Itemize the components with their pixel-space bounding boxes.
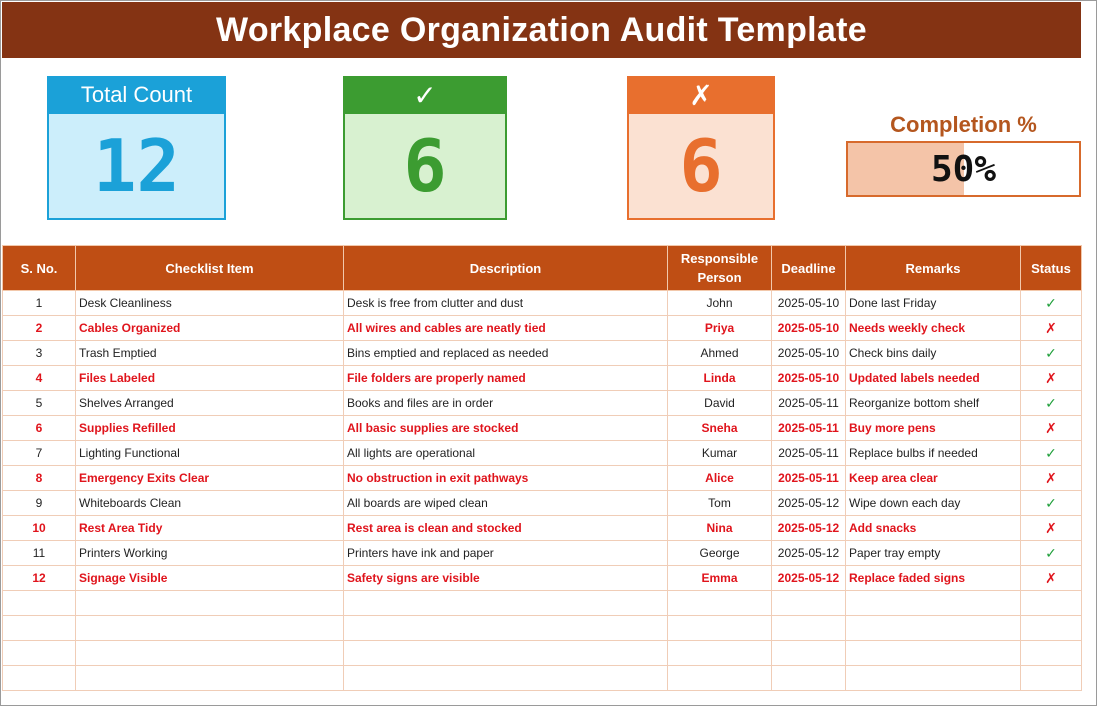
empty-cell[interactable]: [668, 666, 772, 691]
responsible-person-cell[interactable]: John: [668, 291, 772, 316]
deadline-cell[interactable]: 2025-05-10: [772, 366, 846, 391]
pending-count-value: 6: [627, 114, 775, 220]
empty-cell[interactable]: [772, 616, 846, 641]
responsible-person-cell[interactable]: Tom: [668, 491, 772, 516]
responsible-person-cell[interactable]: Sneha: [668, 416, 772, 441]
status-cell[interactable]: [1021, 316, 1082, 341]
description-cell[interactable]: Books and files are in order: [344, 391, 668, 416]
status-cell[interactable]: [1021, 491, 1082, 516]
empty-cell[interactable]: [3, 666, 76, 691]
empty-cell[interactable]: [344, 641, 668, 666]
status-cell[interactable]: [1021, 541, 1082, 566]
column-header[interactable]: Status: [1021, 246, 1082, 291]
empty-cell[interactable]: [344, 616, 668, 641]
empty-cell[interactable]: [344, 591, 668, 616]
table-row: [3, 291, 1082, 316]
status-cell[interactable]: [1021, 391, 1082, 416]
status-cell[interactable]: [1021, 466, 1082, 491]
serial-number-cell[interactable]: 2: [3, 316, 76, 341]
remarks-cell[interactable]: Check bins daily: [846, 341, 1021, 366]
responsible-person-cell[interactable]: Kumar: [668, 441, 772, 466]
responsible-person-cell[interactable]: David: [668, 391, 772, 416]
description-cell[interactable]: No obstruction in exit pathways: [344, 466, 668, 491]
remarks-cell[interactable]: Replace bulbs if needed: [846, 441, 1021, 466]
description-cell[interactable]: File folders are properly named: [344, 366, 668, 391]
deadline-cell[interactable]: 2025-05-11: [772, 466, 846, 491]
table-row: [3, 466, 1082, 491]
remarks-cell[interactable]: Done last Friday: [846, 291, 1021, 316]
checklist-item-cell[interactable]: Trash Emptied: [76, 341, 344, 366]
empty-table-row: [3, 641, 1082, 666]
column-header[interactable]: Checklist Item: [76, 246, 344, 291]
completed-count-card: [343, 76, 507, 220]
serial-number-cell[interactable]: 6: [3, 416, 76, 441]
status-cell[interactable]: [1021, 441, 1082, 466]
deadline-cell[interactable]: 2025-05-12: [772, 516, 846, 541]
status-cell[interactable]: [1021, 291, 1082, 316]
table-body: [3, 291, 1082, 691]
cross-icon: ✗: [1045, 519, 1057, 536]
remarks-cell[interactable]: Updated labels needed: [846, 366, 1021, 391]
check-icon: ✓: [1045, 444, 1057, 461]
table-row: [3, 391, 1082, 416]
checklist-item-cell[interactable]: Signage Visible: [76, 566, 344, 591]
description-cell[interactable]: All basic supplies are stocked: [344, 416, 668, 441]
serial-number-cell[interactable]: 3: [3, 341, 76, 366]
description-cell[interactable]: Safety signs are visible: [344, 566, 668, 591]
responsible-person-cell[interactable]: George: [668, 541, 772, 566]
table-row: [3, 566, 1082, 591]
checklist-item-cell[interactable]: Printers Working: [76, 541, 344, 566]
empty-cell[interactable]: [76, 591, 344, 616]
empty-cell[interactable]: [772, 641, 846, 666]
column-header[interactable]: Description: [344, 246, 668, 291]
remarks-cell[interactable]: Paper tray empty: [846, 541, 1021, 566]
status-cell[interactable]: [1021, 366, 1082, 391]
total-count-label: Total Count: [47, 76, 226, 114]
table-header-row: [3, 246, 1082, 291]
responsible-person-cell[interactable]: Priya: [668, 316, 772, 341]
check-icon: ✓: [1045, 494, 1057, 511]
checklist-item-cell[interactable]: Supplies Refilled: [76, 416, 344, 441]
empty-cell[interactable]: [772, 591, 846, 616]
empty-cell[interactable]: [668, 616, 772, 641]
column-header[interactable]: Responsible Person: [668, 246, 772, 291]
status-cell[interactable]: [1021, 416, 1082, 441]
description-cell[interactable]: Bins emptied and replaced as needed: [344, 341, 668, 366]
remarks-cell[interactable]: Replace faded signs: [846, 566, 1021, 591]
deadline-cell[interactable]: 2025-05-11: [772, 391, 846, 416]
responsible-person-cell[interactable]: Alice: [668, 466, 772, 491]
checklist-item-cell[interactable]: Whiteboards Clean: [76, 491, 344, 516]
remarks-cell[interactable]: Buy more pens: [846, 416, 1021, 441]
responsible-person-cell[interactable]: Ahmed: [668, 341, 772, 366]
checklist-item-cell[interactable]: Files Labeled: [76, 366, 344, 391]
empty-table-row: [3, 616, 1082, 641]
table-row: [3, 441, 1082, 466]
column-header[interactable]: Deadline: [772, 246, 846, 291]
empty-cell[interactable]: [1021, 666, 1082, 691]
cross-icon: ✗: [1045, 469, 1057, 486]
completion-progress-bar: [846, 141, 1081, 197]
completion-percent: 50%: [930, 148, 997, 190]
remarks-cell[interactable]: Wipe down each day: [846, 491, 1021, 516]
serial-number-cell[interactable]: 4: [3, 366, 76, 391]
deadline-cell[interactable]: 2025-05-10: [772, 316, 846, 341]
checklist-item-cell[interactable]: Rest Area Tidy: [76, 516, 344, 541]
remarks-cell[interactable]: Keep area clear: [846, 466, 1021, 491]
deadline-cell[interactable]: 2025-05-12: [772, 541, 846, 566]
empty-cell[interactable]: [344, 666, 668, 691]
serial-number-cell[interactable]: 9: [3, 491, 76, 516]
description-cell[interactable]: Desk is free from clutter and dust: [344, 291, 668, 316]
empty-cell[interactable]: [1021, 641, 1082, 666]
empty-cell[interactable]: [846, 641, 1021, 666]
serial-number-cell[interactable]: 10: [3, 516, 76, 541]
empty-cell[interactable]: [846, 616, 1021, 641]
cross-icon: ✗: [1045, 419, 1057, 436]
empty-cell[interactable]: [668, 591, 772, 616]
empty-cell[interactable]: [1021, 616, 1082, 641]
empty-cell[interactable]: [668, 641, 772, 666]
checklist-item-cell[interactable]: Cables Organized: [76, 316, 344, 341]
status-cell[interactable]: [1021, 516, 1082, 541]
serial-number-cell[interactable]: 7: [3, 441, 76, 466]
status-cell[interactable]: [1021, 566, 1082, 591]
deadline-cell[interactable]: 2025-05-10: [772, 341, 846, 366]
checklist-item-cell[interactable]: Desk Cleanliness: [76, 291, 344, 316]
deadline-cell[interactable]: 2025-05-11: [772, 441, 846, 466]
serial-number-cell[interactable]: 8: [3, 466, 76, 491]
responsible-person-cell[interactable]: Emma: [668, 566, 772, 591]
empty-cell[interactable]: [3, 591, 76, 616]
deadline-cell[interactable]: 2025-05-10: [772, 291, 846, 316]
empty-cell[interactable]: [76, 616, 344, 641]
cross-icon: ✗: [627, 76, 775, 114]
pending-count-card: [627, 76, 775, 220]
check-icon: ✓: [1045, 394, 1057, 411]
deadline-cell[interactable]: 2025-05-11: [772, 416, 846, 441]
serial-number-cell[interactable]: 1: [3, 291, 76, 316]
page-title: Workplace Organization Audit Template: [2, 2, 1081, 58]
table-row: [3, 516, 1082, 541]
total-count-value: 12: [47, 114, 226, 220]
empty-cell[interactable]: [76, 641, 344, 666]
table-row: [3, 416, 1082, 441]
completion-label: Completion %: [890, 112, 1037, 137]
deadline-cell[interactable]: 2025-05-12: [772, 491, 846, 516]
table-row: [3, 491, 1082, 516]
empty-cell[interactable]: [3, 616, 76, 641]
cross-icon: ✗: [1045, 569, 1057, 586]
table-row: [3, 366, 1082, 391]
deadline-cell[interactable]: 2025-05-12: [772, 566, 846, 591]
empty-cell[interactable]: [3, 641, 76, 666]
table-row: [3, 541, 1082, 566]
check-icon: ✓: [343, 76, 507, 114]
checklist-item-cell[interactable]: Lighting Functional: [76, 441, 344, 466]
checklist-item-cell[interactable]: Emergency Exits Clear: [76, 466, 344, 491]
empty-table-row: [3, 591, 1082, 616]
column-header[interactable]: S. No.: [3, 246, 76, 291]
empty-cell[interactable]: [846, 666, 1021, 691]
table-row: [3, 316, 1082, 341]
total-count-card: [47, 76, 226, 220]
description-cell[interactable]: Printers have ink and paper: [344, 541, 668, 566]
table-row: [3, 341, 1082, 366]
completed-count-value: 6: [343, 114, 507, 220]
status-cell[interactable]: [1021, 341, 1082, 366]
description-cell[interactable]: All lights are operational: [344, 441, 668, 466]
empty-cell[interactable]: [772, 666, 846, 691]
column-header[interactable]: Remarks: [846, 246, 1021, 291]
remarks-cell[interactable]: Add snacks: [846, 516, 1021, 541]
cross-icon: ✗: [1045, 369, 1057, 386]
description-cell[interactable]: All wires and cables are neatly tied: [344, 316, 668, 341]
serial-number-cell[interactable]: 11: [3, 541, 76, 566]
empty-cell[interactable]: [846, 591, 1021, 616]
responsible-person-cell[interactable]: Linda: [668, 366, 772, 391]
empty-cell[interactable]: [1021, 591, 1082, 616]
checklist-item-cell[interactable]: Shelves Arranged: [76, 391, 344, 416]
check-icon: ✓: [1045, 344, 1057, 361]
cross-icon: ✗: [1045, 319, 1057, 336]
empty-cell[interactable]: [76, 666, 344, 691]
description-cell[interactable]: All boards are wiped clean: [344, 491, 668, 516]
check-icon: ✓: [1045, 544, 1057, 561]
description-cell[interactable]: Rest area is clean and stocked: [344, 516, 668, 541]
empty-table-row: [3, 666, 1082, 691]
remarks-cell[interactable]: Needs weekly check: [846, 316, 1021, 341]
check-icon: ✓: [1045, 294, 1057, 311]
responsible-person-cell[interactable]: Nina: [668, 516, 772, 541]
audit-table: [2, 245, 1082, 691]
serial-number-cell[interactable]: 12: [3, 566, 76, 591]
remarks-cell[interactable]: Reorganize bottom shelf: [846, 391, 1021, 416]
serial-number-cell[interactable]: 5: [3, 391, 76, 416]
